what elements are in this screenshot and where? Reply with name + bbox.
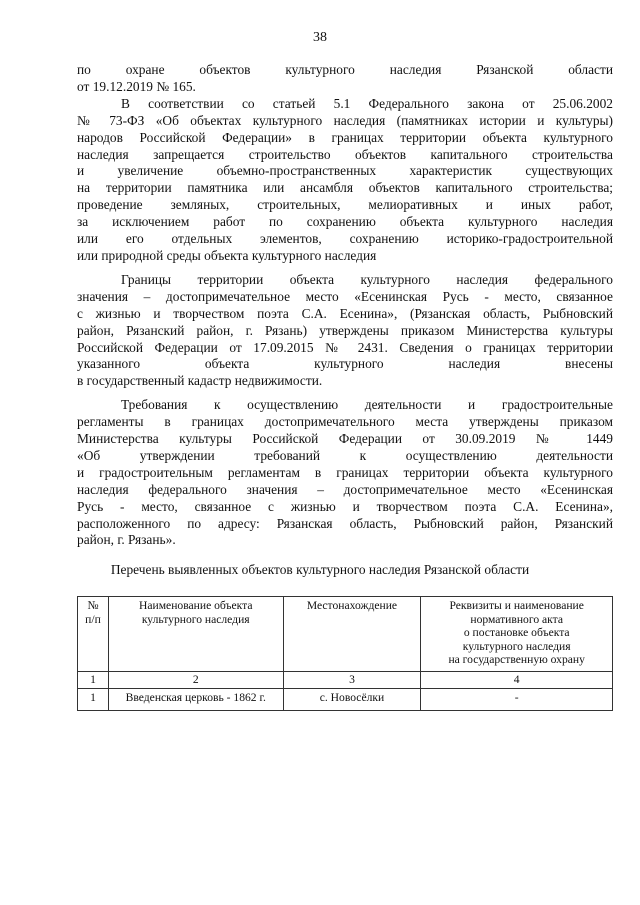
column-number: 1: [78, 672, 109, 689]
cell-number: 1: [78, 688, 109, 710]
text-line: Министерства культуры Российской Федерации от 30.09.2019 № 1449: [77, 431, 613, 447]
text-line: Русь - место, связанное с жизнью и творчеством поэта С.А. Есенина»,: [77, 498, 613, 514]
text-line: Требования к осуществлению деятельности и градостроительные: [121, 397, 613, 413]
document-body: [77, 62, 613, 549]
paragraph-2: [77, 96, 613, 265]
text-line: расположенного по адресу: Рязанская область, Рыбновский район, Рязанский: [77, 515, 613, 531]
text-line: проведение земляных, строительных, мелиоративных и иных работ,: [77, 197, 613, 213]
text-line: указанного объекта культурного наследия внесены: [77, 356, 613, 372]
text-line: «Об утверждении требований к осуществлению деятельности: [77, 447, 613, 463]
text-line: Российской Федерации от 17.09.2015 № 2431. Сведения о границах территории: [77, 339, 613, 355]
text-line: в государственный кадастр недвижимости.: [77, 373, 323, 389]
text-line: значения – достопримечательное место «Есенинская Русь - место, связанное: [77, 288, 613, 304]
text-line: по охране объектов культурного наследия Рязанской области: [77, 62, 613, 77]
header-line: о постановке объекта: [463, 626, 570, 640]
text-line: Границы территории объекта культурного наследия федерального: [121, 271, 613, 287]
header-line: №: [87, 599, 99, 612]
paragraph-1: [77, 62, 613, 96]
table-header-row: [78, 597, 613, 672]
header-line: п/п: [85, 612, 101, 626]
text-line: с жизнью и творчеством поэта С.А. Есенина», (Рязанская область, Рыбновский: [77, 305, 613, 321]
text-line: наследия федерального значения – достопримечательное место «Есенинская: [77, 481, 613, 497]
text-line: народов Российской Федерации» в границах территории объекта культурного: [77, 129, 613, 145]
heritage-objects-table: [77, 596, 613, 711]
header-line: Реквизиты и наименование: [449, 599, 584, 612]
cell-object-name: Введенская церковь - 1862 г.: [108, 688, 283, 710]
column-number: 4: [421, 672, 613, 689]
text-line: № 73-ФЗ «Об объектах культурного наследия (памятниках истории и культуры): [77, 112, 613, 128]
text-line: и увеличение объемно-пространственных характеристик существующих: [77, 163, 613, 179]
header-object-name: [108, 597, 283, 672]
header-number: [78, 597, 109, 672]
paragraph-4: [77, 397, 613, 549]
header-line: культурного наследия: [141, 612, 250, 626]
table-row: [78, 688, 613, 710]
header-location: [283, 597, 421, 672]
column-number: 2: [108, 672, 283, 689]
text-line: или природной среды объекта культурного наследия: [77, 247, 377, 263]
text-line: или его отдельных элементов, сохранению историко-градостроительной: [77, 231, 613, 247]
cell-legal-act: -: [421, 688, 613, 710]
header-line: нормативного акта: [470, 612, 563, 626]
text-line: и градостроительным регламентам в границах территории объекта культурного: [77, 464, 613, 480]
header-line: Наименование объекта: [138, 599, 253, 612]
text-line: район, Рязанский район, г. Рязань) утверждены приказом Министерства культуры: [77, 322, 613, 338]
text-line: от 19.12.2019 № 165.: [77, 78, 196, 94]
text-line: регламенты в границах достопримечательного места утверждены приказом: [77, 414, 613, 430]
page-number: 38: [313, 30, 327, 45]
header-line: на государственную охрану: [448, 653, 585, 667]
column-number: 3: [283, 672, 421, 689]
header-legal-act: [421, 597, 613, 672]
text-line: на территории памятника или ансамбля объектов капитального строительства;: [77, 180, 613, 196]
header-line: культурного наследия: [462, 639, 571, 653]
header-line: Местонахождение: [306, 599, 398, 612]
column-number-row: [78, 672, 613, 689]
cell-location: с. Новосёлки: [283, 688, 421, 710]
table-caption: Перечень выявленных объектов культурного наследия Рязанской области: [110, 562, 530, 577]
text-line: за исключением работ по сохранению объекта культурного наследия: [77, 214, 613, 230]
text-line: наследия запрещается строительство объектов капитального строительства: [77, 146, 613, 162]
paragraph-3: [77, 272, 613, 390]
text-line: В соответствии со статьей 5.1 Федерального закона от 25.06.2002: [121, 95, 613, 111]
text-line: район, г. Рязань».: [77, 532, 176, 548]
